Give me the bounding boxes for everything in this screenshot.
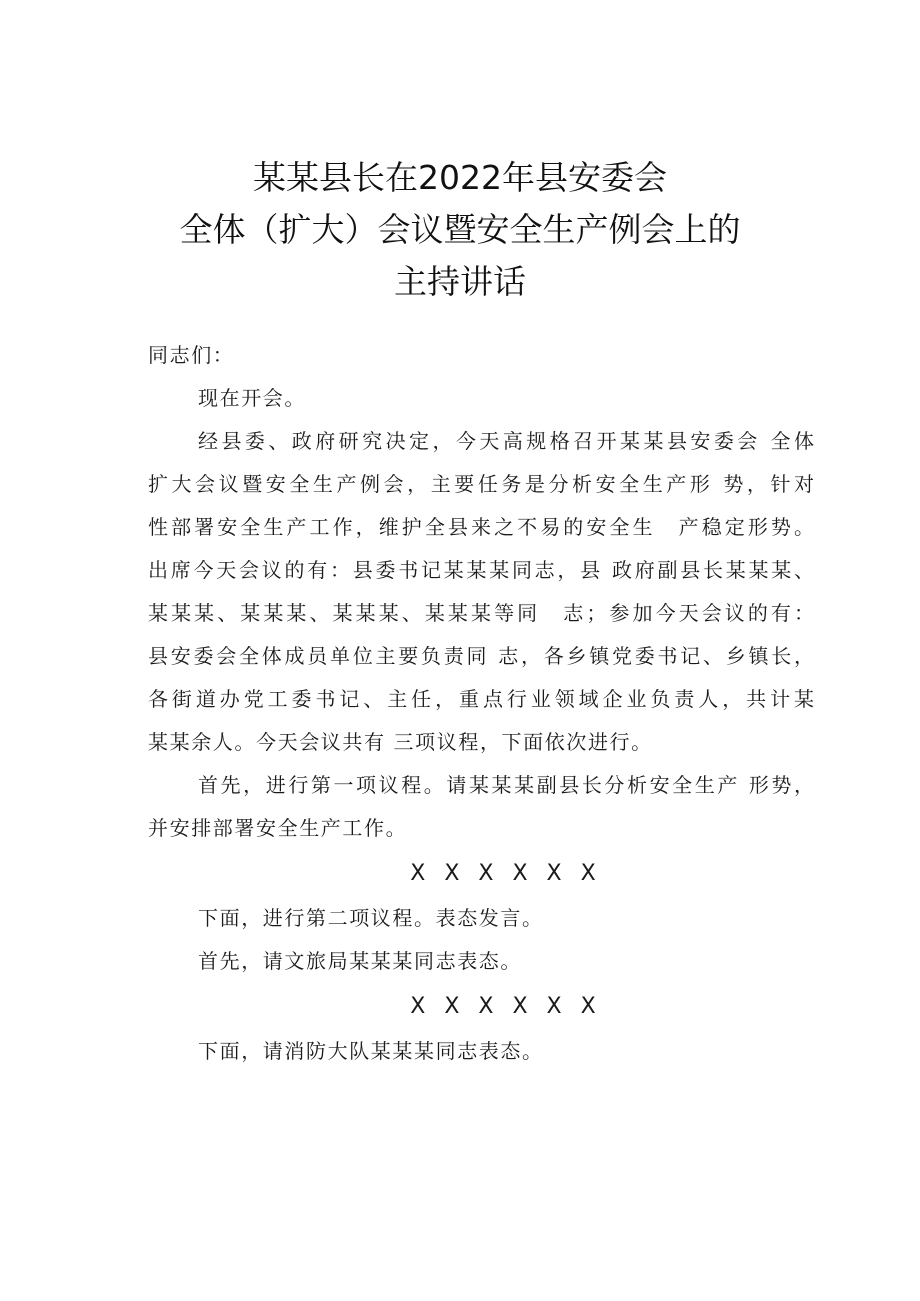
title-line: 主持讲话 [394, 262, 526, 301]
paragraph-line: 首先，请文旅局某某某同志表态。 [198, 949, 522, 973]
speech-placeholder: X X X X X X [410, 994, 596, 1019]
document-title [0, 152, 920, 308]
paragraph-line: 下面，请消防大队某某某同志表态。 [198, 1039, 544, 1063]
paragraph-line: 出席今天会议的有：县委书记某某某同志，县 政府副县长某某某、 [148, 558, 814, 582]
paragraph-line: 扩大会议暨安全生产例会，主要任务是分析安全生产形 势，针对 [148, 472, 814, 496]
paragraph-line: 县安委会全体成员单位主要负责同 志，各乡镇党委书记、乡镇长， [148, 644, 814, 668]
title-line: 全体（扩大）会议暨安全生产例会上的 [179, 210, 741, 249]
paragraph-line: 各街道办党工委书记、主任，重点行业领域企业负责人，共计某 [148, 687, 814, 711]
paragraph-line: 性部署安全生产工作，维护全县来之不易的安全生 产稳定形势。 [148, 515, 814, 539]
salutation: 同志们： [148, 343, 235, 367]
paragraph-line: 某某某、某某某、某某某、某某某等同 志；参加今天会议的有： [148, 601, 814, 625]
paragraph-line: 首先，进行第一项议程。请某某某副县长分析安全生产 形势， [198, 773, 814, 797]
paragraph-line: 某某余人。今天会议共有 三项议程，下面依次进行。 [148, 730, 653, 754]
paragraph-line: 现在开会。 [198, 386, 306, 410]
paragraph-line: 并安排部署安全生产工作。 [148, 816, 408, 840]
title-line: 某某县长在2022年县安委会 [253, 158, 667, 197]
paragraph-line: 经县委、政府研究决定，今天高规格召开某某县安委会 全体 [198, 429, 814, 453]
paragraph-line: 下面，进行第二项议程。表态发言。 [198, 906, 544, 930]
document-body [148, 334, 814, 1073]
speech-placeholder: X X X X X X [410, 861, 596, 886]
